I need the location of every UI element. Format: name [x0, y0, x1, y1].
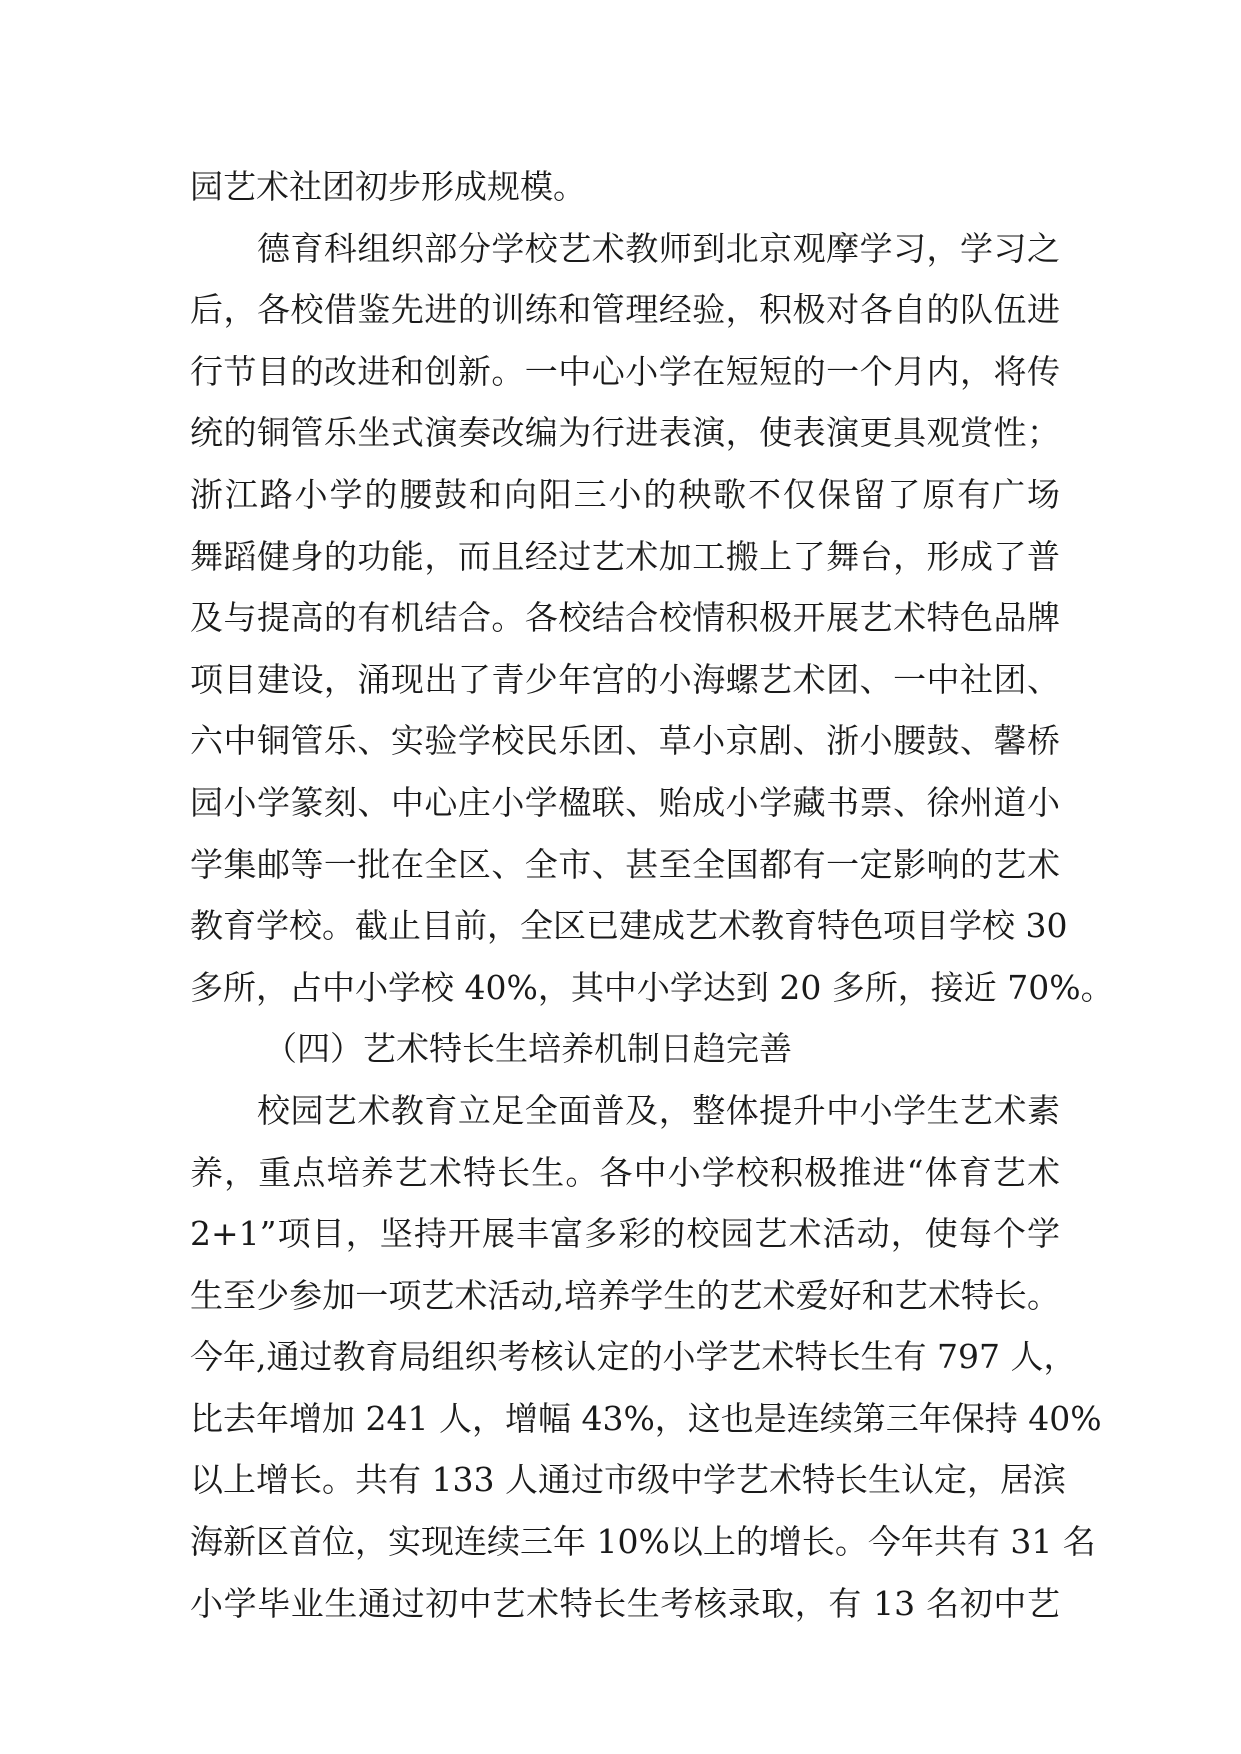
text-line: 园小学篆刻、中心庄小学楹联、贻成小学藏书票、徐州道小: [190, 782, 1060, 822]
text-line: 生至少参加一项艺术活动,培养学生的艺术爱好和艺术特长。: [190, 1275, 1060, 1315]
text-line: 比去年增加 241 人，增幅 43%，这也是连续第三年保持 40%: [190, 1398, 1102, 1438]
text-line: 多所，占中小学校 40%，其中小学达到 20 多所，接近 70%。: [190, 967, 1114, 1007]
text-line: 德育科组织部分学校艺术教师到北京观摩学习，学习之: [190, 228, 1060, 268]
text-line: 行节目的改进和创新。一中心小学在短短的一个月内，将传: [190, 351, 1060, 391]
text-line: 海新区首位，实现连续三年 10%以上的增长。今年共有 31 名: [190, 1522, 1096, 1562]
text-line: 舞蹈健身的功能，而且经过艺术加工搬上了舞台，形成了普: [190, 536, 1060, 576]
text-line: 养，重点培养艺术特长生。各中小学校积极推进“体育艺术: [190, 1152, 1060, 1192]
text-line: 及与提高的有机结合。各校结合校情积极开展艺术特色品牌: [190, 598, 1060, 638]
text-line: 统的铜管乐坐式演奏改编为行进表演，使表演更具观赏性；: [190, 413, 1060, 453]
text-line: 项目建设，涌现出了青少年宫的小海螺艺术团、一中社团、: [190, 659, 1060, 699]
text-line: 小学毕业生通过初中艺术特长生考核录取，有 13 名初中艺: [190, 1583, 1060, 1623]
text-line: 以上增长。共有 133 人通过市级中学艺术特长生认定，居滨: [190, 1460, 1066, 1500]
text-line: 园艺术社团初步形成规模。: [190, 167, 586, 206]
text-line: 2+1”项目，坚持开展丰富多彩的校园艺术活动，使每个学: [190, 1214, 1060, 1254]
text-line: 学集邮等一批在全区、全市、甚至全国都有一定影响的艺术: [190, 844, 1060, 884]
body-text: [190, 156, 1114, 1634]
text-line: 后，各校借鉴先进的训练和管理经验，积极对各自的队伍进: [190, 290, 1060, 330]
text-line: 校园艺术教育立足全面普及，整体提升中小学生艺术素: [190, 1090, 1060, 1130]
section-heading: （四）艺术特长生培养机制日趋完善: [264, 1029, 792, 1069]
text-line: 今年,通过教育局组织考核认定的小学艺术特长生有 797 人，: [190, 1337, 1077, 1377]
text-line: 教育学校。截止目前，全区已建成艺术教育特色项目学校 30: [190, 906, 1068, 946]
text-line: 浙江路小学的腰鼓和向阳三小的秧歌不仅保留了原有广场: [190, 474, 1060, 514]
text-line: 六中铜管乐、实验学校民乐团、草小京剧、浙小腰鼓、馨桥: [190, 721, 1060, 761]
